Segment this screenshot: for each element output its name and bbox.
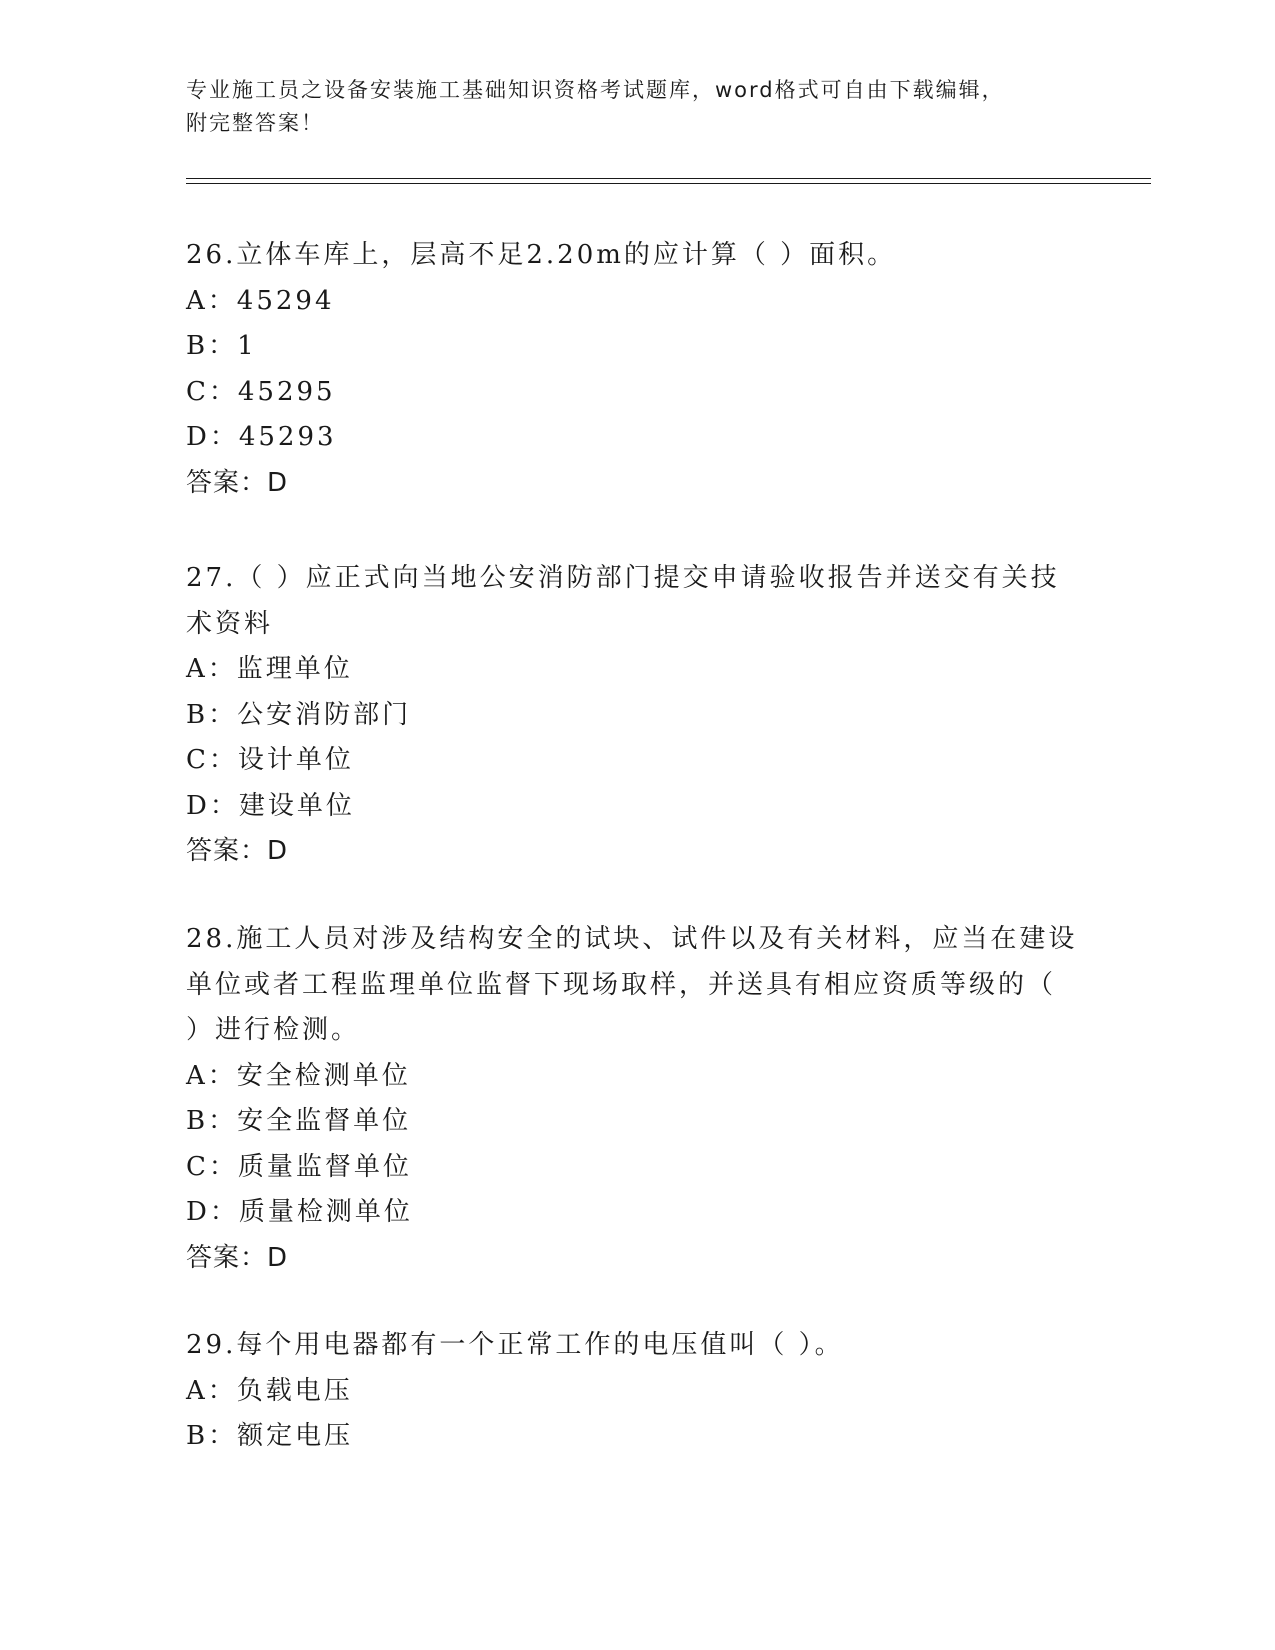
option-b: B：公安消防部门 [186,699,412,730]
header-divider [186,183,1151,184]
option-a: A：安全检测单位 [186,1060,411,1091]
option-d: D：质量检测单位 [186,1197,413,1227]
option-d: D：45293 [186,422,337,452]
question-29 [186,1323,1086,1460]
question-stem: 单位或者工程监理单位监督下现场取样，并送具有相应资质等级的（ [186,969,1057,1000]
document-header [186,74,1086,140]
answer: 答案：D [186,1242,289,1273]
question-27 [186,556,1086,875]
option-c: C：设计单位 [186,745,354,775]
question-28 [186,917,1086,1281]
header-line: 专业施工员之设备安装施工基础知识资格考试题库，word格式可自由下载编辑， [186,78,1005,102]
question-stem: 26.立体车库上，层高不足2.20m的应计算（ ）面积。 [186,240,897,270]
question-stem: 29.每个用电器都有一个正常工作的电压值叫（ ）。 [186,1330,844,1360]
question-stem: 28.施工人员对涉及结构安全的试块、试件以及有关材料，应当在建设 [186,924,1078,954]
option-a: A：负载电压 [186,1375,353,1406]
question-stem: 术资料 [186,608,274,639]
question-stem: 27.（ ）应正式向当地公安消防部门提交申请验收报告并送交有关技 [186,563,1060,593]
option-a: A：监理单位 [186,654,353,684]
answer: 答案：D [186,836,289,866]
answer: 答案：D [186,467,289,498]
question-26 [186,233,1086,506]
option-a: A：45294 [186,285,335,316]
option-b: B：安全监督单位 [186,1106,412,1136]
header-line: 附完整答案！ [186,111,324,135]
question-stem: ）进行检测。 [186,1015,361,1045]
option-d: D：建设单位 [186,790,355,821]
option-b: B：1 [186,331,257,361]
option-b: B：额定电压 [186,1421,354,1451]
option-c: C：质量监督单位 [186,1151,412,1182]
option-c: C：45295 [186,376,336,407]
header-divider [186,178,1151,179]
